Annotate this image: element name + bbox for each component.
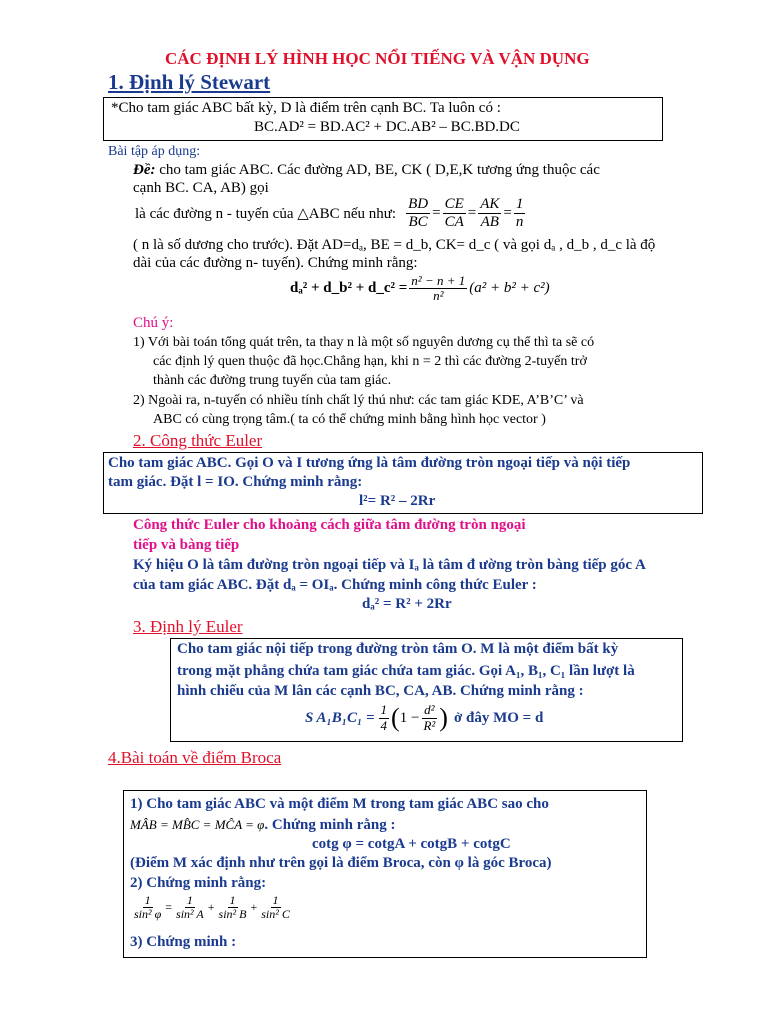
frac-ce-ca: $\frac{CE}{CA}$ — [444, 196, 464, 230]
exercise-text-2: cạnh BC. CA, AB) gọi — [133, 180, 269, 196]
euler-sub-heading-1: Công thức Euler cho khoảng cách giữa tâm đường tròn ngoại — [133, 517, 526, 533]
euler-theorem-line-2: trong mặt phẳng chứa tam giác chứa tam giác. Gọi A₁, B₁, C₁ lần lượt là — [177, 663, 635, 679]
broca-line-3: cotg φ = cotgA + cotgB + cotgC — [312, 836, 511, 852]
n-tuyen-formula: dₐ² + d_b² + d_c² = $\frac{\text{n² − n + 1}}{\text{n²}}$ (a² + b² + c²) — [290, 273, 550, 304]
euler-box-line-1: Cho tam giác ABC. Gọi O và I tương ứng là tâm đường tròn ngoại tiếp và nội tiếp — [108, 455, 631, 471]
euler-theorem-box — [170, 638, 683, 742]
stewart-formula: BC.AD² = BD.AC² + DC.AB² – BC.BD.DC — [254, 119, 520, 135]
heading-broca: 4.Bài toán về điểm Broca — [108, 748, 282, 767]
note-2-line-1: 2) Ngoài ra, n-tuyến có nhiều tính chất lý thú như: các tam giác KDE, A’B’C’ và — [133, 393, 584, 408]
broca-line-5: 2) Chứng minh rằng: — [130, 875, 267, 891]
frac-1-n: $\frac{1}{n}$ — [515, 196, 524, 230]
frac-ak-ab: $\frac{AK}{AB}$ — [480, 196, 500, 230]
broca-formula-2: $\frac{1}{\text{sin² φ}}$ = $\frac{1}{\text{sin² A}}$ + $\frac{1}{\text{sin² B}}$ + $\frac{1}{\text{sin² C}}$ — [134, 893, 290, 922]
euler-sub-heading-2: tiếp và bàng tiếp — [133, 537, 240, 553]
de-text: cho tam giác ABC. Các đường AD, BE, CK ( D,E,K tương ứng thuộc các — [155, 162, 600, 178]
note-1-line-2: các định lý quen thuộc đã học.Chẳng hạn, khi n = 2 thì các đường 2-tuyến trở — [153, 354, 587, 369]
euler-box-line-2: tam giác. Đặt l = IO. Chứng minh rằng: — [108, 474, 363, 490]
stewart-theorem-box — [103, 97, 663, 141]
exercise-label: Bài tập áp dụng: — [108, 144, 201, 159]
heading-euler-formula: 2. Công thức Euler — [133, 431, 263, 450]
broca-line-4: (Điểm M xác định như trên gọi là điểm Broca, còn φ là góc Broca) — [130, 855, 552, 871]
exercise-para-1: ( n là số dương cho trước). Đặt AD=dₐ, BE = d_b, CK= d_c ( và gọi dₐ , d_b , d_c là độ — [133, 237, 656, 253]
n-tuyen-condition: là các đường n - tuyến của △ABC nếu như: $\frac{BD}{BC}$ = $\frac{CE}{CA}$ = $\frac{AK}{AB}$ = $\frac{1}{n}$ — [135, 196, 524, 230]
euler-box-formula: l²= R² – 2Rr — [359, 493, 436, 509]
heading-euler-theorem: 3. Định lý Euler — [133, 617, 243, 636]
euler-text-2: của tam giác ABC. Đặt dₐ = OIₐ. Chứng minh công thức Euler : — [133, 577, 537, 593]
broca-line-1: 1) Cho tam giác ABC và một điểm M trong tam giác ABC sao cho — [130, 796, 549, 812]
stewart-statement: *Cho tam giác ABC bất kỳ, D là điểm trên cạnh BC. Ta luôn có : — [111, 100, 501, 116]
note-label: Chú ý: — [133, 315, 174, 331]
broca-line-2: MÂB = MB̂C = MĈA = φ. Chứng minh rằng : — [130, 817, 396, 833]
euler-theorem-line-1: Cho tam giác nội tiếp trong đường tròn tâm O. M là một điểm bất kỳ — [177, 641, 619, 657]
euler-theorem-formula: S A₁B₁C₁ = $\frac{1}{4}$ ( 1 − $\frac{\text{d²}}{\text{R²}}$ ) ở đây MO = d — [305, 702, 544, 733]
euler-formula-box — [103, 452, 703, 514]
cond-text: là các đường n - tuyến của △ABC nếu như: — [135, 205, 397, 222]
euler-text-3: dₐ² = R² + 2Rr — [362, 596, 452, 612]
euler-text-1: Ký hiệu O là tâm đường tròn ngoại tiếp và Iₐ là tâm đ ường tròn bàng tiếp góc A — [133, 557, 646, 573]
formula-fraction: $\frac{\text{n² − n + 1}}{\text{n²}}$ — [411, 273, 466, 304]
broca-box — [123, 790, 647, 958]
note-1-line-1: 1) Với bài toán tổng quát trên, ta thay n là một số nguyên dương cụ thể thì ta sẽ có — [133, 335, 595, 350]
page-title: CÁC ĐỊNH LÝ HÌNH HỌC NỔI TIẾNG VÀ VẬN DỤNG — [165, 49, 590, 68]
note-2-line-2: ABC có cùng trọng tâm.( ta có thể chứng minh bằng hình học vector ) — [153, 412, 546, 427]
frac-bd-bc: $\frac{BD}{BC}$ — [408, 196, 429, 230]
de-label: Đề: — [133, 162, 156, 178]
heading-stewart: 1. Định lý Stewart — [108, 70, 271, 94]
exercise-para-2: dài của các đường n- tuyến). Chứng minh rằng: — [133, 255, 418, 271]
exercise-text — [133, 162, 600, 179]
euler-theorem-line-3: hình chiếu của M lân các cạnh BC, CA, AB. Chứng minh rằng : — [177, 683, 584, 699]
broca-line-7: 3) Chứng minh : — [130, 934, 237, 950]
note-1-line-3: thành các đường trung tuyến của tam giác. — [153, 373, 392, 388]
